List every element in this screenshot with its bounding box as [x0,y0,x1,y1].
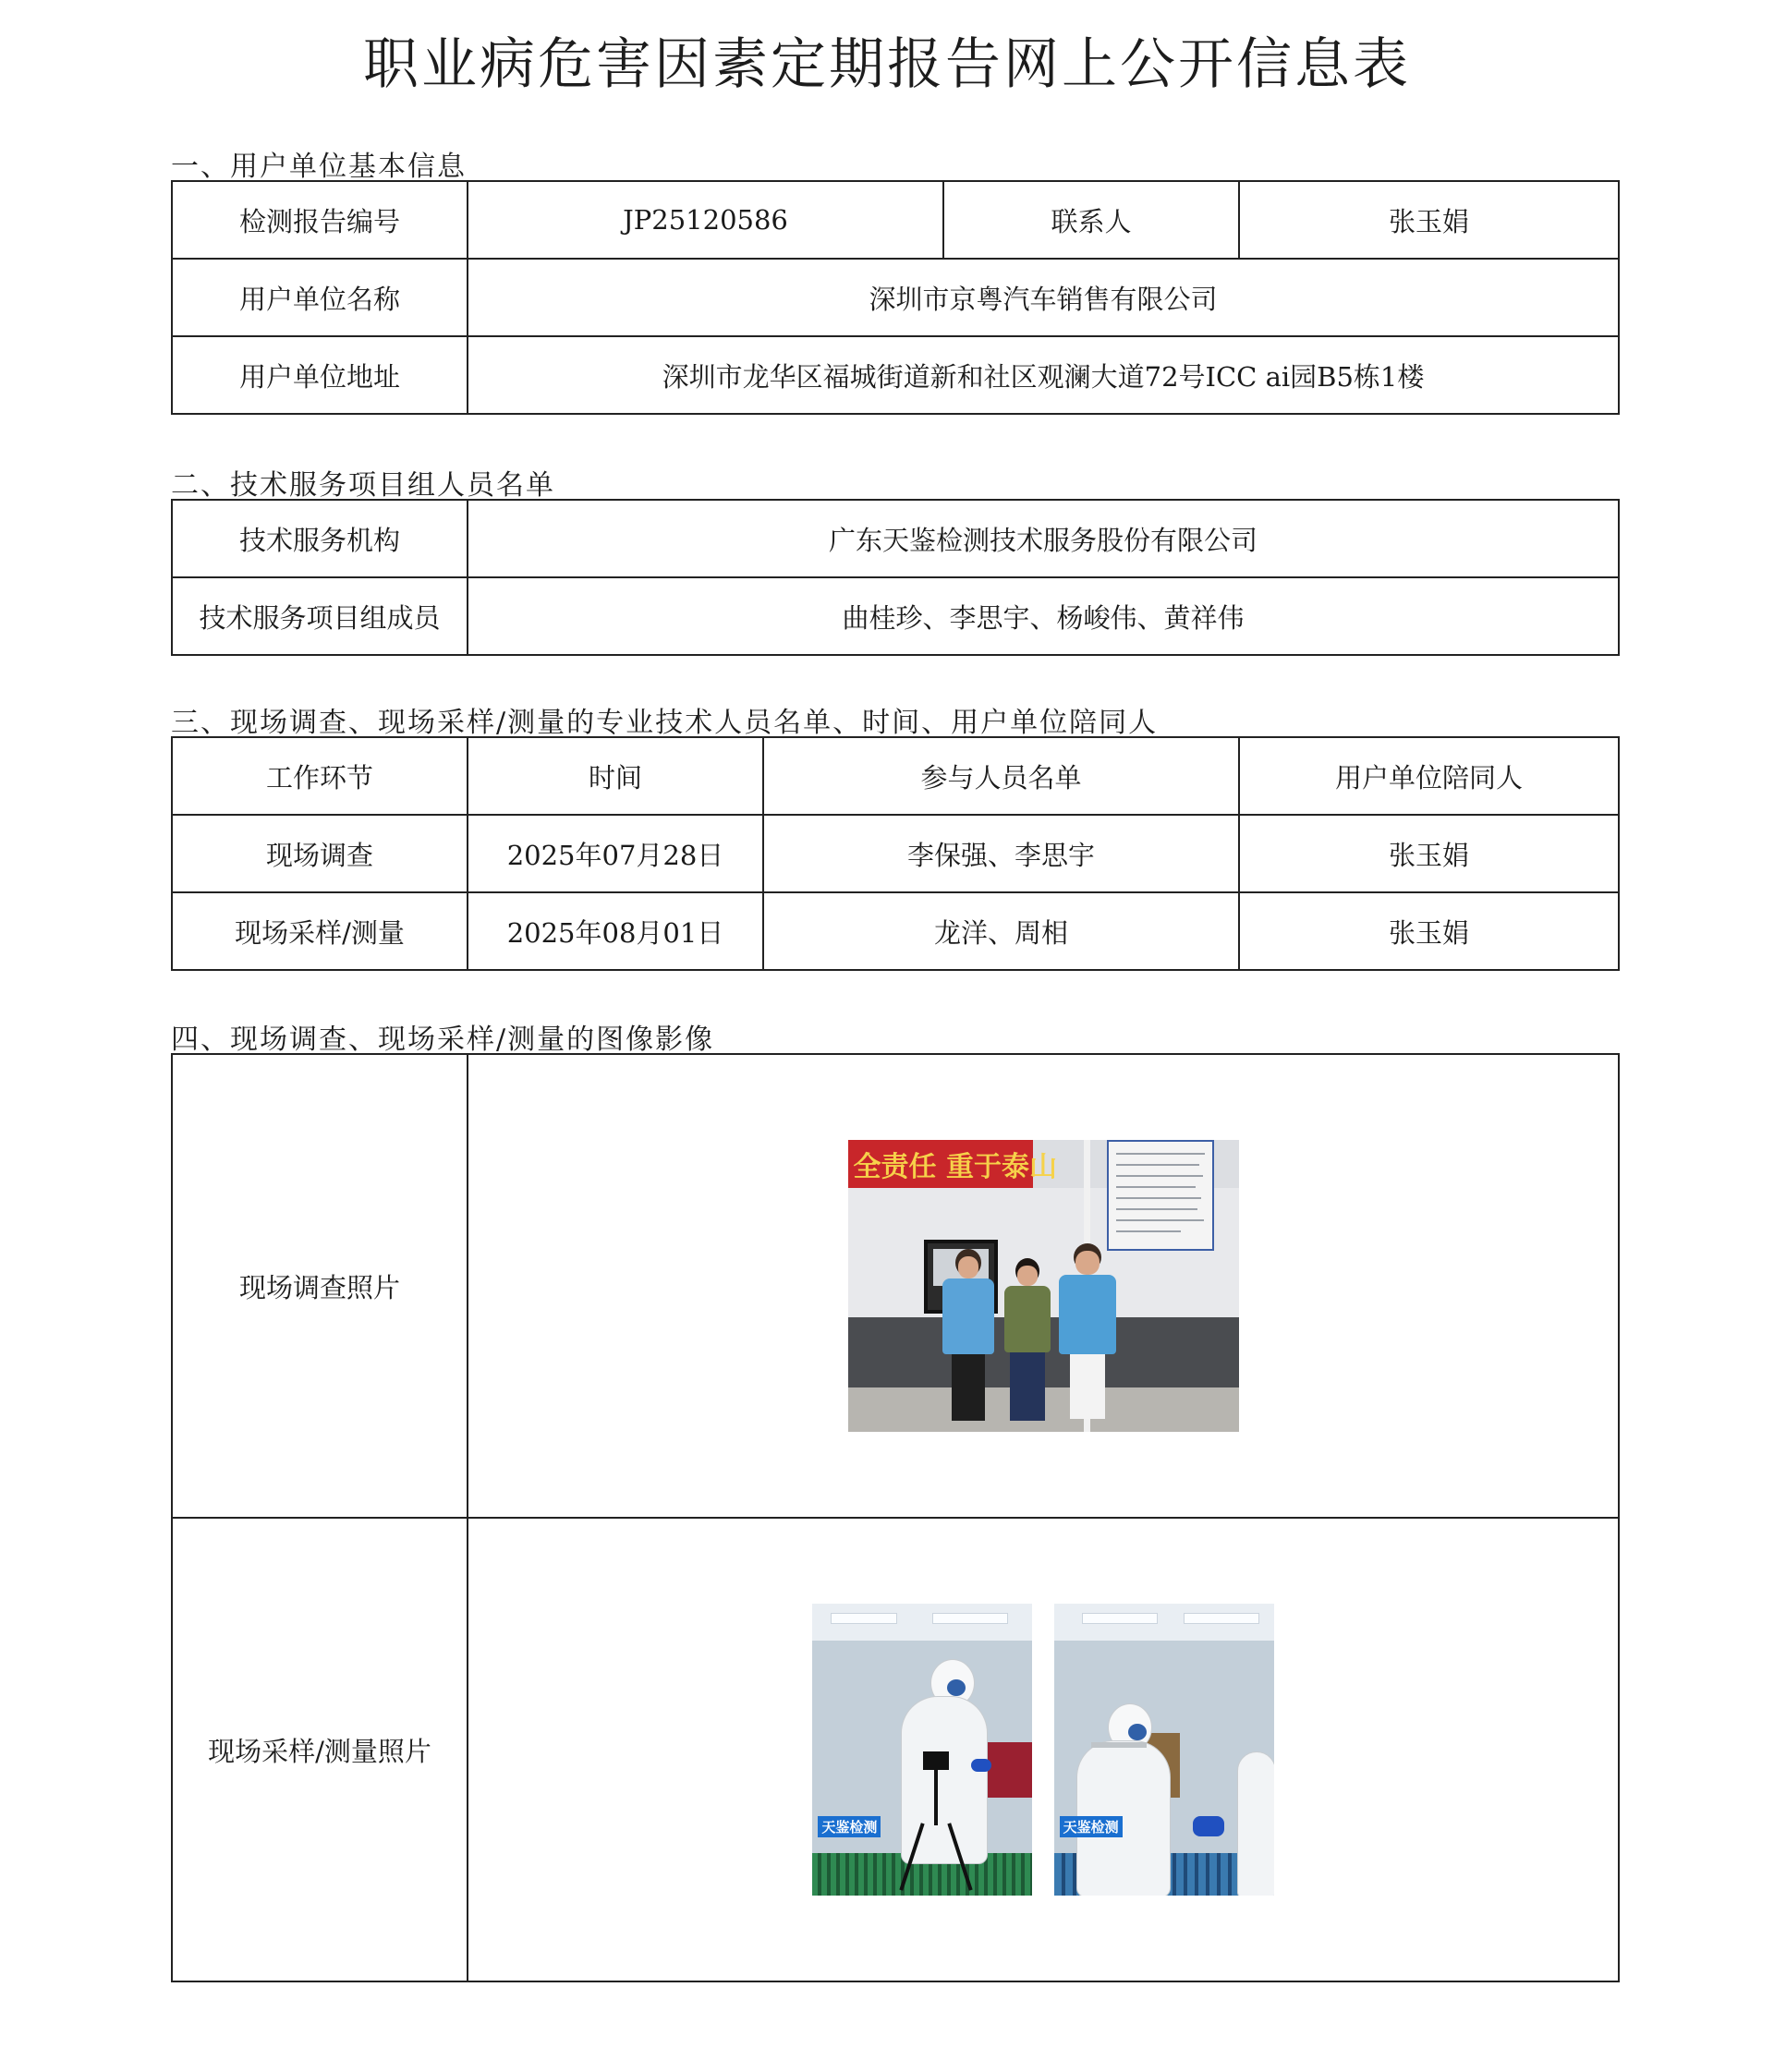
report-no-label: 检测报告编号 [172,181,468,259]
table-cell: 龙洋、周相 [763,892,1239,970]
basic-info-table [171,180,1620,415]
contact-label: 联系人 [943,181,1239,259]
contact-value: 张玉娟 [1239,181,1619,259]
table-row [172,259,1619,336]
notice-board [1107,1140,1214,1251]
sampling-photo-cell [468,1518,1619,1981]
table-header-row [172,737,1619,815]
company-address-label: 用户单位地址 [172,336,468,414]
page-title: 职业病危害因素定期报告网上公开信息表 [363,32,1411,97]
table-row [172,892,1619,970]
service-org-value: 广东天鉴检测技术服务股份有限公司 [468,500,1619,577]
company-name-value: 深圳市京粤汽车销售有限公司 [468,259,1619,336]
column-header: 用户单位陪同人 [1239,737,1619,815]
team-table [171,499,1620,656]
sampling-photo-1 [812,1604,1032,1896]
column-header: 时间 [468,737,763,815]
images-table [171,1053,1620,1982]
watermark: 天鉴检测 [1060,1816,1123,1837]
sampling-photo-label: 现场采样/测量照片 [172,1518,468,1981]
section-heading-team: 二、技术服务项目组人员名单 [171,469,555,502]
person [941,1249,996,1432]
table-row [172,815,1619,892]
person [1001,1258,1054,1432]
table-row [172,577,1619,655]
safety-banner: 全责任 重于泰山 [848,1140,1033,1188]
table-cell: 现场调查 [172,815,468,892]
sampling-photo-2 [1054,1604,1274,1896]
section-heading-fieldwork: 三、现场调查、现场采样/测量的专业技术人员名单、时间、用户单位陪同人 [171,707,1159,739]
survey-photo [848,1140,1239,1432]
table-cell: 现场采样/测量 [172,892,468,970]
table-cell: 2025年07月28日 [468,815,763,892]
team-members-value: 曲桂珍、李思宇、杨峻伟、黄祥伟 [468,577,1619,655]
table-cell: 张玉娟 [1239,815,1619,892]
table-cell: 2025年08月01日 [468,892,763,970]
table-row [172,1054,1619,1518]
table-row [172,181,1619,259]
service-org-label: 技术服务机构 [172,500,468,577]
company-address-value: 深圳市龙华区福城街道新和社区观澜大道72号ICC ai园B5栋1楼 [468,336,1619,414]
survey-photo-cell [468,1054,1619,1518]
team-members-label: 技术服务项目组成员 [172,577,468,655]
person [1057,1243,1118,1432]
watermark: 天鉴检测 [818,1816,881,1837]
table-row [172,500,1619,577]
column-header: 工作环节 [172,737,468,815]
table-row [172,1518,1619,1981]
section-heading-basic-info: 一、用户单位基本信息 [171,151,467,183]
fieldwork-table [171,736,1620,971]
report-no-value: JP25120586 [468,181,943,259]
table-row [172,336,1619,414]
column-header: 参与人员名单 [763,737,1239,815]
company-name-label: 用户单位名称 [172,259,468,336]
section-heading-images: 四、现场调查、现场采样/测量的图像影像 [171,1024,715,1056]
table-cell: 李保强、李思宇 [763,815,1239,892]
survey-photo-label: 现场调查照片 [172,1054,468,1518]
table-cell: 张玉娟 [1239,892,1619,970]
